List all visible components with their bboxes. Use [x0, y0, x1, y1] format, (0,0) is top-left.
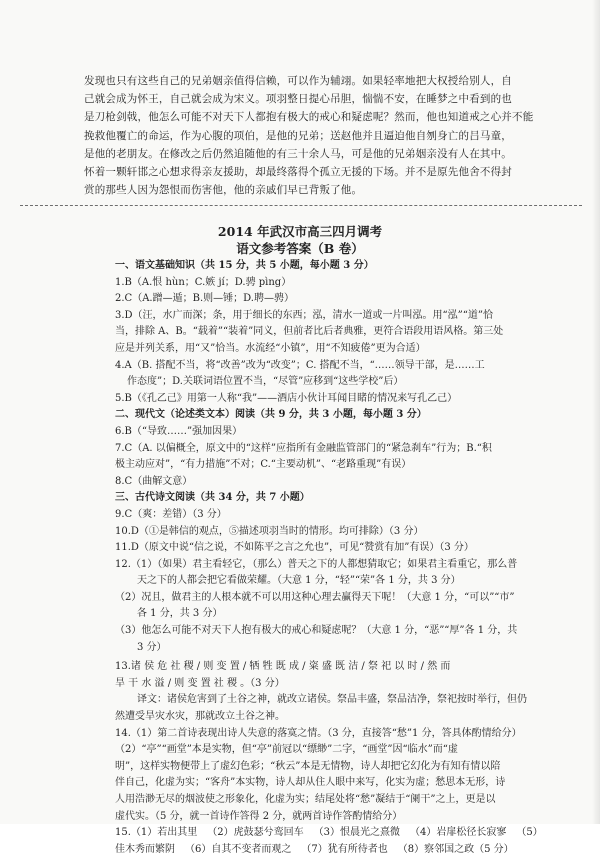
answer-item: （5）: [516, 827, 543, 839]
answer-line: 应是并列关系，用“又”恰当。水流经“小镇”，用“不知疲倦”更为合适）: [115, 342, 426, 354]
answer-line: [115, 842, 520, 858]
answer-line: 6.B（“导致……”强加因果）: [115, 425, 243, 437]
answer-item: （4）岩扉松径长寂寥: [410, 827, 507, 839]
answer-line: 7.C（A. 以偏概全，原文中的“这样”应指所有金融监管部门的“紧急刹车”行为；B.“积: [115, 442, 492, 454]
paragraph-line: 挽救他覆亡的命运，作为心腹的项伯，是他的兄弟；送赵他并且逼迫他自刎身亡的吕马童，: [84, 129, 512, 142]
answer-line: 1.B（A.恨 hùn；C.嫉 jí；D.骋 pìng）: [115, 276, 292, 288]
answer-line: 9.C（爽：差错）（3 分）: [115, 508, 227, 520]
answer-item: （2）虎鼓瑟兮鸾回车: [207, 827, 304, 839]
answer-line: （3）他怎么可能不对天下人抱有极大的戒心和疑虑呢？（大意 1 分，“恶”“厚”各 1 分，共: [115, 625, 518, 637]
answer-line: （2）况且，做君主的人根本就不可以用这种心理去赢得天下呢！（大意 1 分，“可以”“市”: [115, 591, 515, 603]
answer-line: 天之下的人都会把它看做荣耀。（大意 1 分，“轻”“荣”各 1 分，共 3 分）: [137, 575, 461, 587]
answer-line: 5.B（《孔乙己》用第一人称“我”——酒店小伙计耳闻目睹的情况来写孔乙己）: [115, 392, 458, 404]
answer-item: （7）犹有所待者也: [301, 843, 388, 855]
answer-line: 3 分）: [137, 641, 167, 653]
answer-line: 当，排除 A、B。“载着”“装着”同义，但前者比后者典雅，更符合语段用语风格。第三处: [115, 326, 504, 338]
paragraph-line: 是他的老朋友。在修改之后仍然追随他的有三十余人马，可是他的兄弟姻亲没有人在其中。: [84, 147, 512, 160]
answer-line: 极主动应对”，“有力措施”不对；C.“主要动机”、“老路重现”有误）: [115, 459, 412, 471]
paragraph-line: 怀着一颗轩邯之心想求得亲友援助，却最终落得个孤立无援的下场。并不是原先他舍不得封: [84, 166, 512, 179]
paragraph-line: 发现也只有这些自己的兄弟姻亲值得信赖，可以作为辅翊。如果轻率地把大权授给别人，自: [84, 75, 512, 87]
answer-item: 佳木秀而繁阴: [115, 843, 175, 855]
answer-line: 明”，这样实物便带上了虚幻色彩；“秋云”本是无情物，诗人却把它幻化为有知有情以陪: [115, 760, 501, 772]
answer-line: 3.D（汪，水广而深；条，用于细长的东西；泓，清水一道或一片叫泓。用“泓”“道”恰: [115, 309, 494, 321]
answer-line: 2.C（A.蹭—遁；B.则—锤；D.聘—骋）: [115, 293, 294, 305]
answer-item: （3）恨晨光之熹微: [313, 827, 401, 839]
page-subtitle: 语文参考答案（B 卷）: [236, 241, 364, 256]
section-heading: 二、现代文（论述类文本）阅读（共 9 分，共 3 小题，每小题 3 分）: [115, 409, 427, 421]
answer-line: （2）“亭”“画堂”本是实物，但“亭”前冠以“缥缈”二字，“画堂”因“临水”而“虚: [115, 744, 458, 756]
answer-line: 4.A（B. 搭配不当，将“改善”改为“改变”；C. 搭配不当，“……领导干部，是……工: [115, 359, 485, 371]
answer-line: 然遭受旱灾水灾，那就改立土谷之神。: [115, 711, 285, 723]
previous-page-paragraph: [84, 72, 534, 199]
page-divider: [20, 205, 582, 206]
answer-line: 伴自己，化虚为实；“客舟”本实物，诗人却从住人眼中来写，化实为虚；愁思本无形，诗: [115, 777, 506, 789]
paragraph-line: 己就会成为怀王，自己就会成为宋义。项羽整日提心吊胆，惴惴不安，在睡梦之中看到的也: [84, 93, 512, 106]
answer-line: 译文：诸侯危害到了土谷之神，就改立诸侯。祭品丰盛，祭品洁净，祭祀按时举行，但仍: [137, 694, 527, 706]
answer-line: 旱 干 水 溢 / 则 变 置 社 稷 。（3 分）: [115, 677, 285, 689]
answer-line: 12.（1）（如果）君主看轻它，（那么）普天之下的人都想猜取它；如果君主看重它，那么普: [115, 558, 518, 570]
section-heading: 三、古代诗文阅读（共 34 分，共 7 小题）: [115, 492, 310, 504]
answer-line: 作态度”；D.关联词语位置不当，“尽管”应移到“这些学校”后）: [127, 376, 404, 388]
paragraph-line: 是刀枪剑戟，他怎么可能不对天下人都抱有极大的戒心和疑虑呢？然而，他也知道戒之心并不能: [84, 111, 534, 124]
paragraph-line: 赏的那些人因为怨恨而伤害他，他的亲戚们早已背叛了他。: [84, 184, 363, 197]
answer-item: 15.（1）若出其里: [115, 827, 198, 839]
answer-line: 13.诸 侯 危 社 稷 / 则 变 置 / 牺 牲 既 成 / 粢 盛 既 洁 / 祭 祀 以 时 / 然 而: [115, 661, 451, 673]
answer-line: 虚代实。（5 分，就一首诗作答得 2 分，就两首诗作答酌情给分）: [115, 810, 403, 822]
answer-line: 8.C（曲解文意）: [115, 475, 193, 487]
answer-line: 各 1 分，共 3 分）: [137, 608, 223, 620]
answer-line: 人用浩渺无尽的烟波使之形象化，化虚为实；结尾处将“愁”凝结于“阑干”之上，更是以: [115, 794, 496, 805]
section-heading: 一、语文基础知识（共 15 分，共 5 小题，每小题 3 分）: [115, 260, 374, 271]
answer-item: （8）察邻国之政（5 分）: [397, 843, 514, 855]
answer-item: （6）自其不变者而观之: [185, 843, 292, 855]
scan-edge-shadow: [592, 0, 600, 824]
answer-line: 11.D（原文中说“信之说，不如陈平之言之允也”，可见“赞赏有加”有误）（3 分）: [115, 542, 474, 554]
answer-line: 10.D（①是韩信的观点，⑤描述项羽当时的情形。均可排除）（3 分）: [115, 525, 424, 537]
page-title: 2014 年武汉市高三四月调考: [217, 224, 383, 239]
answer-key: [115, 258, 543, 858]
answer-line: 14.（1）第二首诗表现出诗人失意的落寞之情。（3 分，直接答“愁”1 分，答具体酌情给分）: [115, 727, 522, 739]
answer-line: [115, 825, 543, 842]
